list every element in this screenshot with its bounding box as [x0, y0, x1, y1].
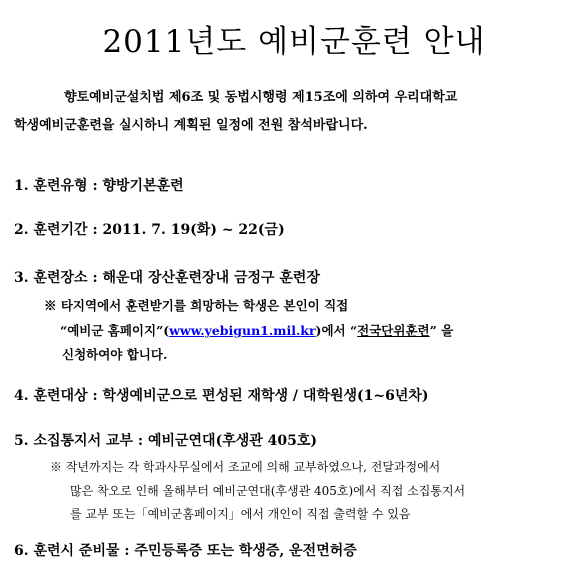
homepage-link[interactable]: www.yebigun1.mil.kr: [169, 323, 316, 338]
intro-line-1: 향토예비군설치법 제6조 및 동법시행령 제15조에 의하여 우리대학교: [64, 90, 458, 105]
location-note-suffix: ” 을: [429, 323, 454, 338]
item-notice-issuance: 5. 소집통지서 교부 : 예비군연대(후생관 405호): [14, 433, 318, 449]
location-note-line-1: ※ 타지역에서 훈련받기를 희망하는 학생은 본인이 직접: [44, 298, 349, 313]
location-note-mid: )에서 “: [315, 323, 358, 338]
page-title: 2011년도 예비군훈련 안내: [102, 24, 486, 60]
item-training-location: 3. 훈련장소 : 해운대 장산훈련장내 금정구 훈련장: [14, 270, 320, 286]
issuance-note-line-2: 많은 착오로 인해 올해부터 예비군연대(후생관 405호)에서 직접 소집통지서: [70, 484, 466, 498]
intro-line-2: 학생예비군훈련을 실시하니 계획된 일정에 전원 참석바랍니다.: [14, 118, 368, 133]
location-note-prefix: “예비군 홈페이지”(: [60, 323, 170, 338]
item-training-period: 2. 훈련기간 : 2011. 7. 19(화) ~ 22(금): [14, 222, 285, 238]
item-items-to-bring: 6. 훈련시 준비물 : 주민등록증 또는 학생증, 운전면허증: [14, 543, 357, 559]
item-training-target: 4. 훈련대상 : 학생예비군으로 편성된 재학생 / 대학원생(1~6년차): [14, 388, 429, 404]
location-note-line-3: 신청하여야 합니다.: [62, 347, 168, 362]
location-note-line-2: [60, 321, 453, 339]
issuance-note-line-3: 를 교부 또는「예비군홈페이지」에서 개인이 직접 출력할 수 있음: [70, 507, 411, 521]
nationwide-training-text: 전국단위훈련: [357, 323, 430, 338]
item-training-type: 1. 훈련유형 : 향방기본훈련: [14, 178, 184, 194]
intro-paragraph: [14, 84, 584, 140]
issuance-note-line-1: ※ 작년까지는 각 학과사무실에서 조교에 의해 교부하였으나, 전달과정에서: [50, 460, 441, 474]
